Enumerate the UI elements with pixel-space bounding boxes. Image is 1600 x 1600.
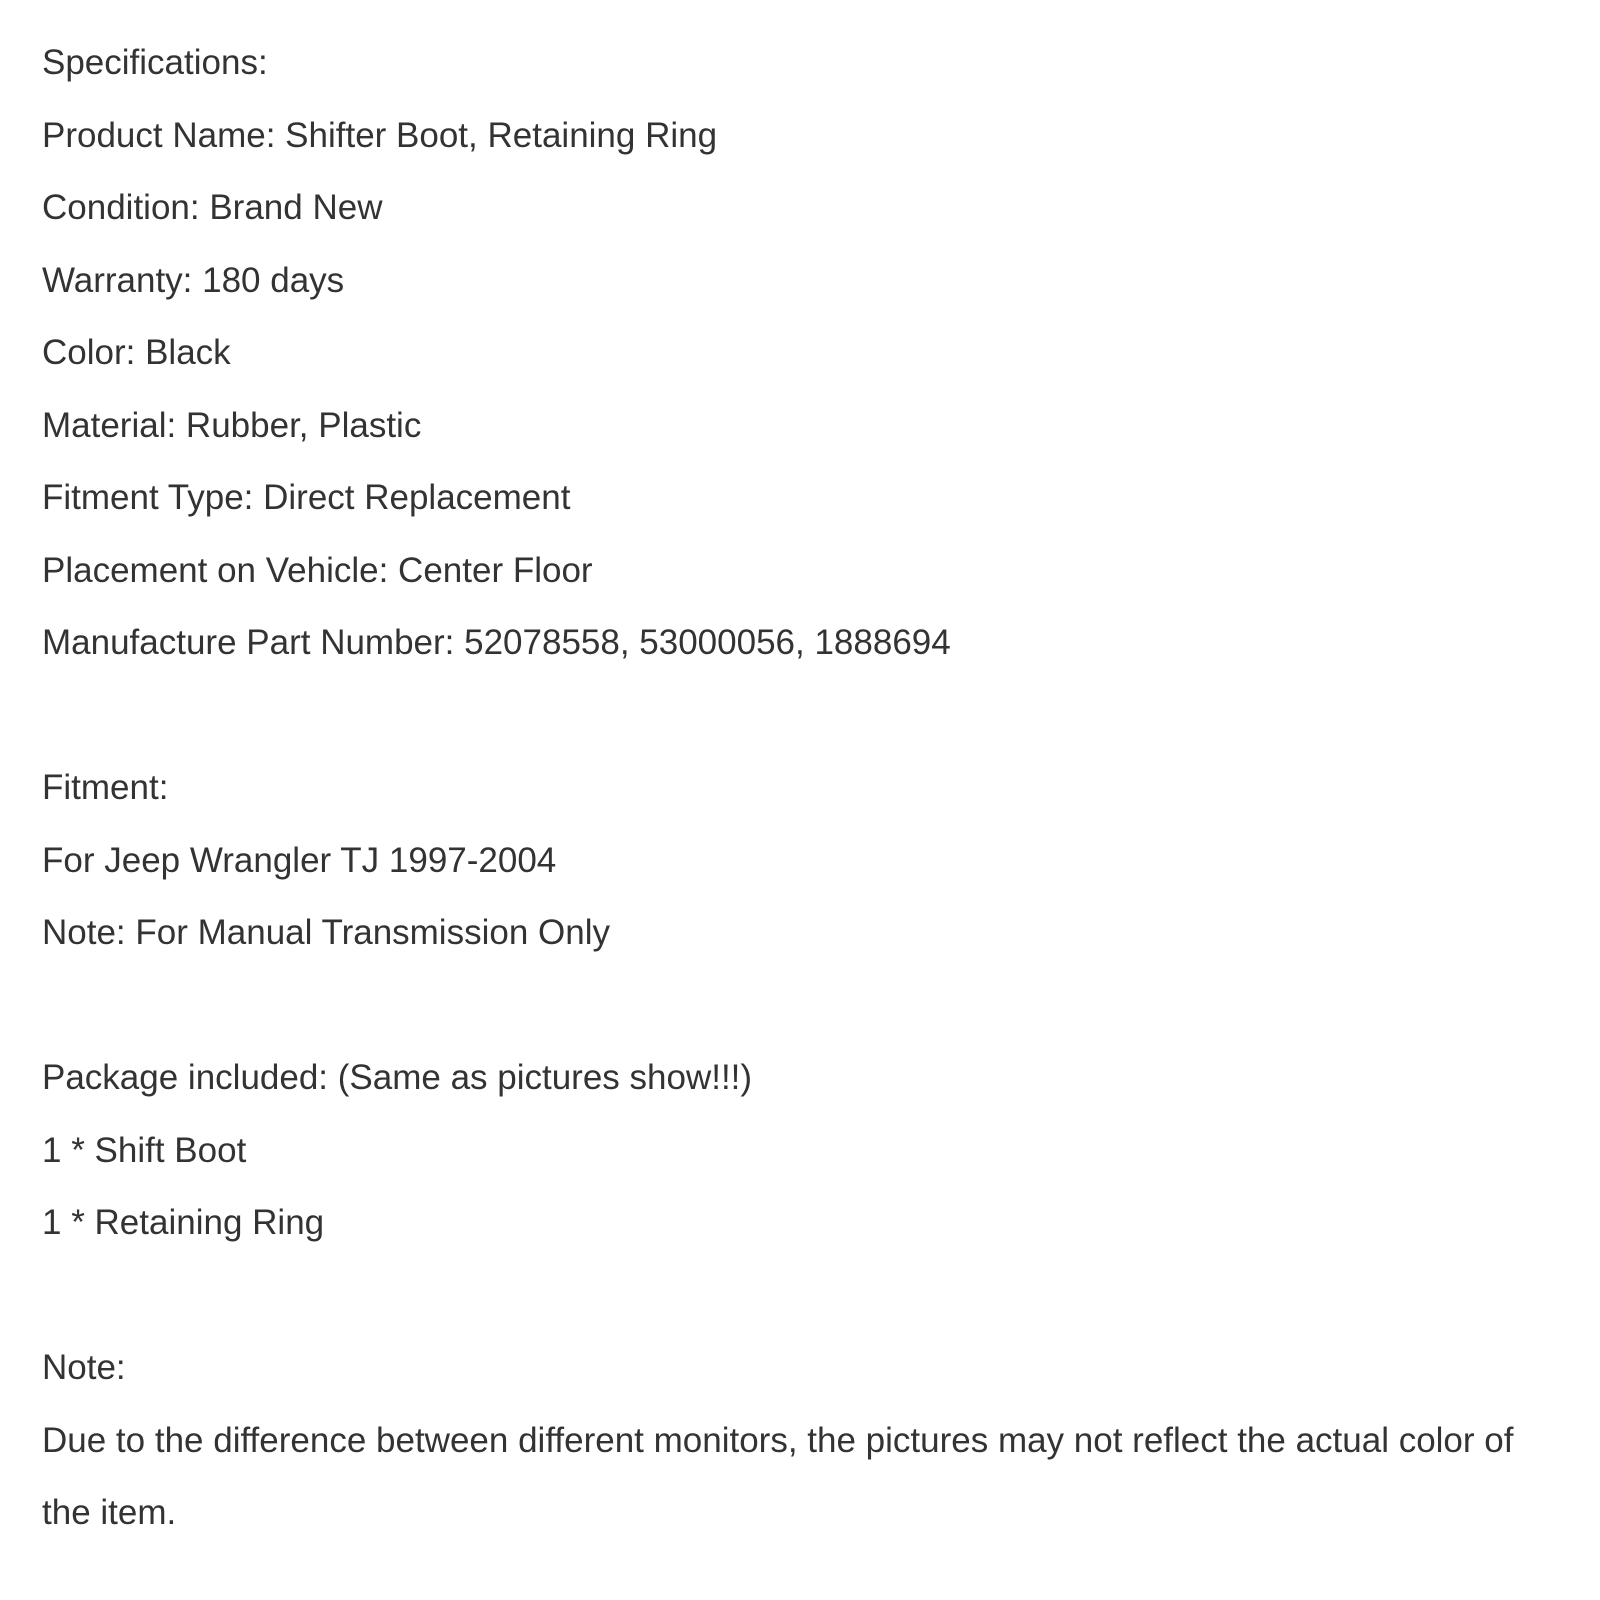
manufacture-part-number: Manufacture Part Number: 52078558, 53000056, 1888694	[42, 623, 951, 662]
specifications-section	[42, 27, 1562, 680]
package-item: 1 * Shift Boot	[42, 1130, 247, 1170]
fitment-heading: Fitment:	[42, 768, 169, 807]
note-heading: Note:	[42, 1348, 126, 1387]
fitment-vehicle: For Jeep Wrangler TJ 1997-2004	[42, 840, 557, 880]
package-heading: Package included: (Same as pictures show!!!)	[42, 1058, 753, 1097]
fitment-section	[42, 752, 1562, 970]
note-text: Due to the difference between different monitors, the pictures may not reflect the actual color of the item.	[42, 1420, 1514, 1532]
note-section	[42, 1332, 1562, 1550]
material: Material: Rubber, Plastic	[42, 405, 422, 445]
blank-line	[42, 680, 1562, 753]
package-item: 1 * Retaining Ring	[42, 1203, 325, 1242]
specifications-heading: Specifications:	[42, 43, 268, 82]
blank-line	[42, 970, 1562, 1043]
product-description	[42, 27, 1562, 1550]
warranty: Warranty: 180 days	[42, 260, 345, 300]
fitment-type: Fitment Type: Direct Replacement	[42, 478, 571, 517]
fitment-note: Note: For Manual Transmission Only	[42, 913, 610, 952]
product-name: Product Name: Shifter Boot, Retaining Ring	[42, 115, 718, 155]
placement-on-vehicle: Placement on Vehicle: Center Floor	[42, 550, 593, 590]
blank-line	[42, 1260, 1562, 1333]
color: Color: Black	[42, 333, 231, 372]
package-section	[42, 1042, 1562, 1260]
condition: Condition: Brand New	[42, 188, 383, 227]
